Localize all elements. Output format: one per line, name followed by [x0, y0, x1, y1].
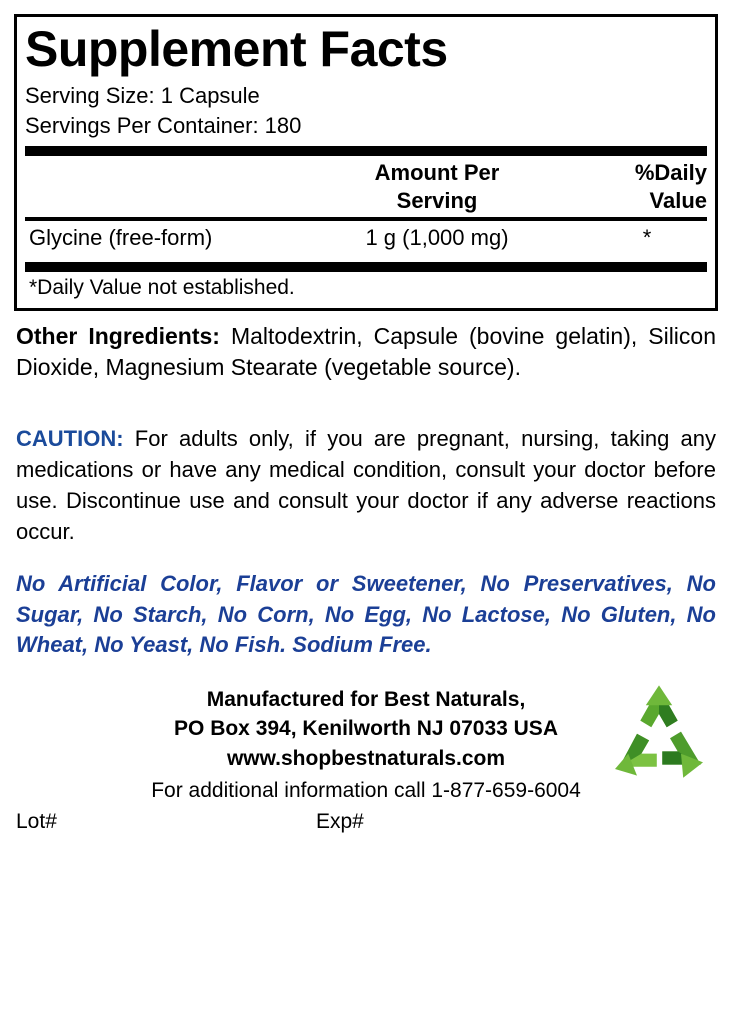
column-header-amount [287, 159, 587, 214]
column-header-daily-value [587, 159, 707, 214]
other-ingredients-text: Maltodextrin, Capsule (bovine gelatin), Silicon Dioxide, Magnesium Stearate (vegetable source). [16, 323, 717, 380]
free-from-claims: No Artificial Color, Flavor or Sweetener, No Preservatives, No Sugar, No Starch, No Corn, No Egg, No Lactose, No Gluten, No Wheat, No Yeast, No Fish. Sodium Free. [16, 571, 716, 658]
servings-per-container: Servings Per Container: 180 [25, 112, 302, 138]
lot-label: Lot# [16, 809, 57, 833]
column-header-amount-line2: Serving [396, 187, 478, 213]
table-row [25, 221, 707, 256]
supplement-facts-panel [14, 14, 718, 311]
facts-column-headers [25, 156, 707, 217]
additional-info: For additional information call 1-877-659-6004 [151, 778, 581, 802]
other-ingredients-label: Other Ingredients: [16, 323, 220, 350]
nutrient-amount: 1 g (1,000 mg) [365, 225, 509, 251]
recycle-icon [604, 681, 714, 791]
daily-value-footnote: *Daily Value not established. [29, 276, 295, 300]
facts-title: Supplement Facts [25, 21, 448, 77]
column-header-amount-line1: Amount Per [374, 160, 500, 186]
caution-label: CAUTION: [16, 425, 124, 451]
manufacturer-line1: Manufactured for Best Naturals, [206, 687, 526, 711]
lot-exp-row [12, 810, 720, 834]
other-ingredients [16, 321, 716, 382]
exp-label: Exp# [316, 809, 364, 833]
serving-size: Serving Size: 1 Capsule [25, 83, 260, 108]
nutrient-daily-value: * [642, 225, 652, 251]
column-header-dv-line1: %Daily [634, 160, 707, 186]
divider-thick-bottom [25, 262, 707, 272]
divider-thick-top [25, 146, 707, 156]
nutrient-name: Glycine (free-form) [29, 225, 213, 251]
manufacturer-website[interactable]: www.shopbestnaturals.com [226, 747, 506, 771]
column-header-dv-line2: Value [649, 187, 707, 213]
caution-block [16, 423, 716, 548]
manufacturer-block [12, 685, 720, 834]
caution-text: For adults only, if you are pregnant, nursing, taking any medications or have any medical condition, consult your doctor before use. Discontinue use and consult your doctor if any adverse reactions occur. [16, 425, 716, 545]
manufacturer-line2: PO Box 394, Kenilworth NJ 07033 USA [174, 717, 558, 741]
